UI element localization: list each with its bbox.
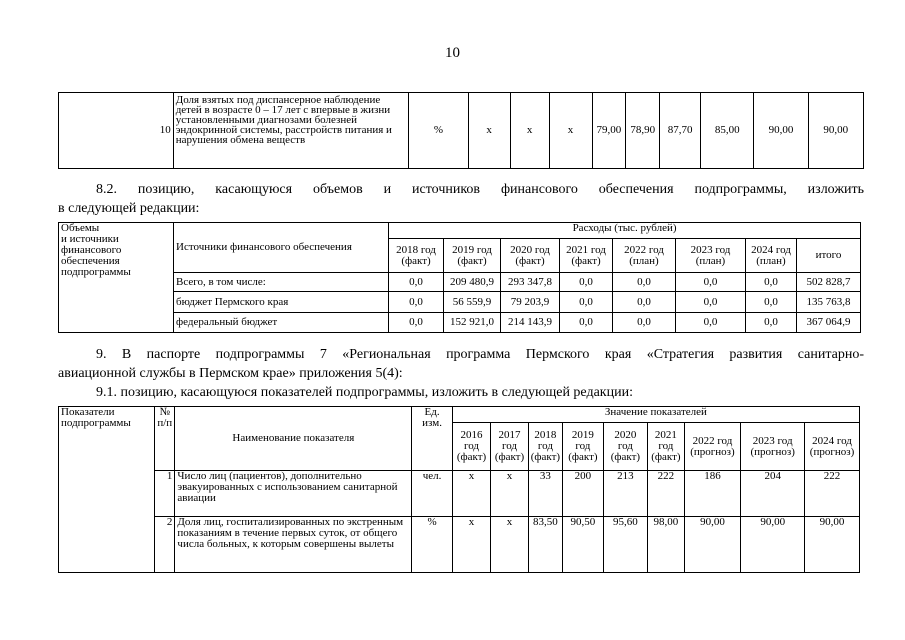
value-cell: x (510, 93, 549, 169)
value-cell: 87,70 (660, 93, 701, 169)
name-header: Наименование показателя (175, 407, 412, 471)
value-cell: 78,90 (626, 93, 660, 169)
total-header: итого (797, 239, 861, 273)
value-cell: 0,0 (389, 273, 444, 292)
value-cell: 79 203,9 (501, 292, 560, 313)
table-row (59, 471, 860, 517)
value-cell: x (549, 93, 592, 169)
value-cell: 90,00 (805, 517, 860, 573)
year-header: 2024 год (план) (746, 239, 797, 273)
value-cell: 0,0 (613, 273, 676, 292)
total-cell: 367 064,9 (797, 313, 861, 333)
year-header: 2018 год (факт) (389, 239, 444, 273)
value-cell: 0,0 (560, 313, 613, 333)
year-header: 2017 год (факт) (491, 423, 528, 471)
year-header: 2022 год (прогноз) (684, 423, 741, 471)
value-cell: x (452, 517, 490, 573)
year-header: 2021 год (факт) (648, 423, 684, 471)
unit-cell: % (412, 517, 452, 573)
value-cell: 204 (741, 471, 805, 517)
year-header: 2018 год (факт) (528, 423, 562, 471)
value-cell: 90,00 (754, 93, 808, 169)
expenses-header: Расходы (тыс. рублей) (389, 223, 861, 239)
year-header: 2020 год (факт) (603, 423, 648, 471)
value-cell: 0,0 (389, 292, 444, 313)
value-cell: 293 347,8 (501, 273, 560, 292)
value-cell: 98,00 (648, 517, 684, 573)
value-cell: x (468, 93, 510, 169)
table-row (59, 292, 861, 313)
indicator-name: Доля взятых под диспансерное наблюдение детей в возрасте 0 – 17 лет с впервые в жизни установленными диагнозами болезней эндокринной системы, расстройств питания и нарушения обмена веществ (173, 93, 409, 169)
value-cell: 0,0 (613, 292, 676, 313)
num-header: № п/п (155, 407, 175, 471)
paragraph-line: в следующей редакции: (58, 201, 200, 216)
unit-cell: чел. (412, 471, 452, 517)
values-header: Значение показателей (452, 407, 859, 423)
year-header: 2022 год (план) (613, 239, 676, 273)
row-number: 10 (59, 93, 174, 169)
indicator-name: Доля лиц, госпитализированных по экстренным показаниям в течение первых суток, от общего числа больных, к которым совершены вылеты (175, 517, 412, 573)
indicators-table (58, 406, 860, 573)
value-cell: 200 (563, 471, 603, 517)
value-cell: 0,0 (746, 313, 797, 333)
year-header: 2019 год (факт) (444, 239, 501, 273)
total-cell: 502 828,7 (797, 273, 861, 292)
total-cell: 135 763,8 (797, 292, 861, 313)
paragraph-line: авиационной службы в Пермском крае» приложения 5(4): (58, 366, 403, 381)
row-number: 1 (155, 471, 175, 517)
value-cell: 222 (648, 471, 684, 517)
unit-cell: % (409, 93, 468, 169)
value-cell: 90,00 (741, 517, 805, 573)
paragraph-8-2 (58, 180, 864, 218)
page-number: 10 (445, 45, 460, 61)
value-cell: 79,00 (592, 93, 626, 169)
value-cell: 90,00 (684, 517, 741, 573)
source-label: федеральный бюджет (174, 313, 389, 333)
table-row (59, 273, 861, 292)
financing-table (58, 222, 861, 333)
indicator-table-continuation (58, 92, 864, 169)
value-cell: 0,0 (560, 273, 613, 292)
value-cell: 90,00 (808, 93, 863, 169)
value-cell: 90,50 (563, 517, 603, 573)
value-cell: 0,0 (676, 292, 746, 313)
paragraph-line: 8.2. позицию, касающуюся объемов и источников финансового обеспечения подпрограммы, изложить (96, 182, 864, 197)
year-header: 2016 год (факт) (452, 423, 490, 471)
value-cell: 209 480,9 (444, 273, 501, 292)
year-header: 2023 год (план) (676, 239, 746, 273)
value-cell: x (452, 471, 490, 517)
sources-header: Источники финансового обеспечения (174, 223, 389, 273)
value-cell: 186 (684, 471, 741, 517)
table-row (59, 93, 864, 169)
value-cell: 0,0 (746, 273, 797, 292)
value-cell: 213 (603, 471, 648, 517)
value-cell: 85,00 (701, 93, 754, 169)
value-cell: 56 559,9 (444, 292, 501, 313)
value-cell: x (491, 517, 528, 573)
indicator-name: Число лиц (пациентов), дополнительно эвакуированных с использованием санитарной авиации (175, 471, 412, 517)
value-cell: 95,60 (603, 517, 648, 573)
value-cell: 0,0 (746, 292, 797, 313)
paragraph-9-1: 9.1. позицию, касающуюся показателей подпрограммы, изложить в следующей редакции: (96, 385, 633, 400)
value-cell: x (491, 471, 528, 517)
value-cell: 33 (528, 471, 562, 517)
column-label: Показатели подпрограммы (59, 407, 155, 573)
value-cell: 83,50 (528, 517, 562, 573)
value-cell: 222 (805, 471, 860, 517)
year-header: 2023 год (прогноз) (741, 423, 805, 471)
year-header: 2019 год (факт) (563, 423, 603, 471)
value-cell: 0,0 (389, 313, 444, 333)
paragraph-9 (58, 345, 864, 383)
value-cell: 0,0 (613, 313, 676, 333)
unit-header: Ед. изм. (412, 407, 452, 471)
row-label: Объемы и источники финансового обеспечения подпрограммы (59, 223, 174, 333)
source-label: Всего, в том числе: (174, 273, 389, 292)
year-header: 2024 год (прогноз) (805, 423, 860, 471)
value-cell: 0,0 (676, 273, 746, 292)
value-cell: 152 921,0 (444, 313, 501, 333)
year-header: 2020 год (факт) (501, 239, 560, 273)
year-header: 2021 год (факт) (560, 239, 613, 273)
value-cell: 0,0 (676, 313, 746, 333)
table-row (59, 313, 861, 333)
table-row (59, 517, 860, 573)
source-label: бюджет Пермского края (174, 292, 389, 313)
value-cell: 214 143,9 (501, 313, 560, 333)
row-number: 2 (155, 517, 175, 573)
value-cell: 0,0 (560, 292, 613, 313)
paragraph-line: 9. В паспорте подпрограммы 7 «Региональная программа Пермского края «Стратегия развития санитарно- (96, 347, 864, 362)
